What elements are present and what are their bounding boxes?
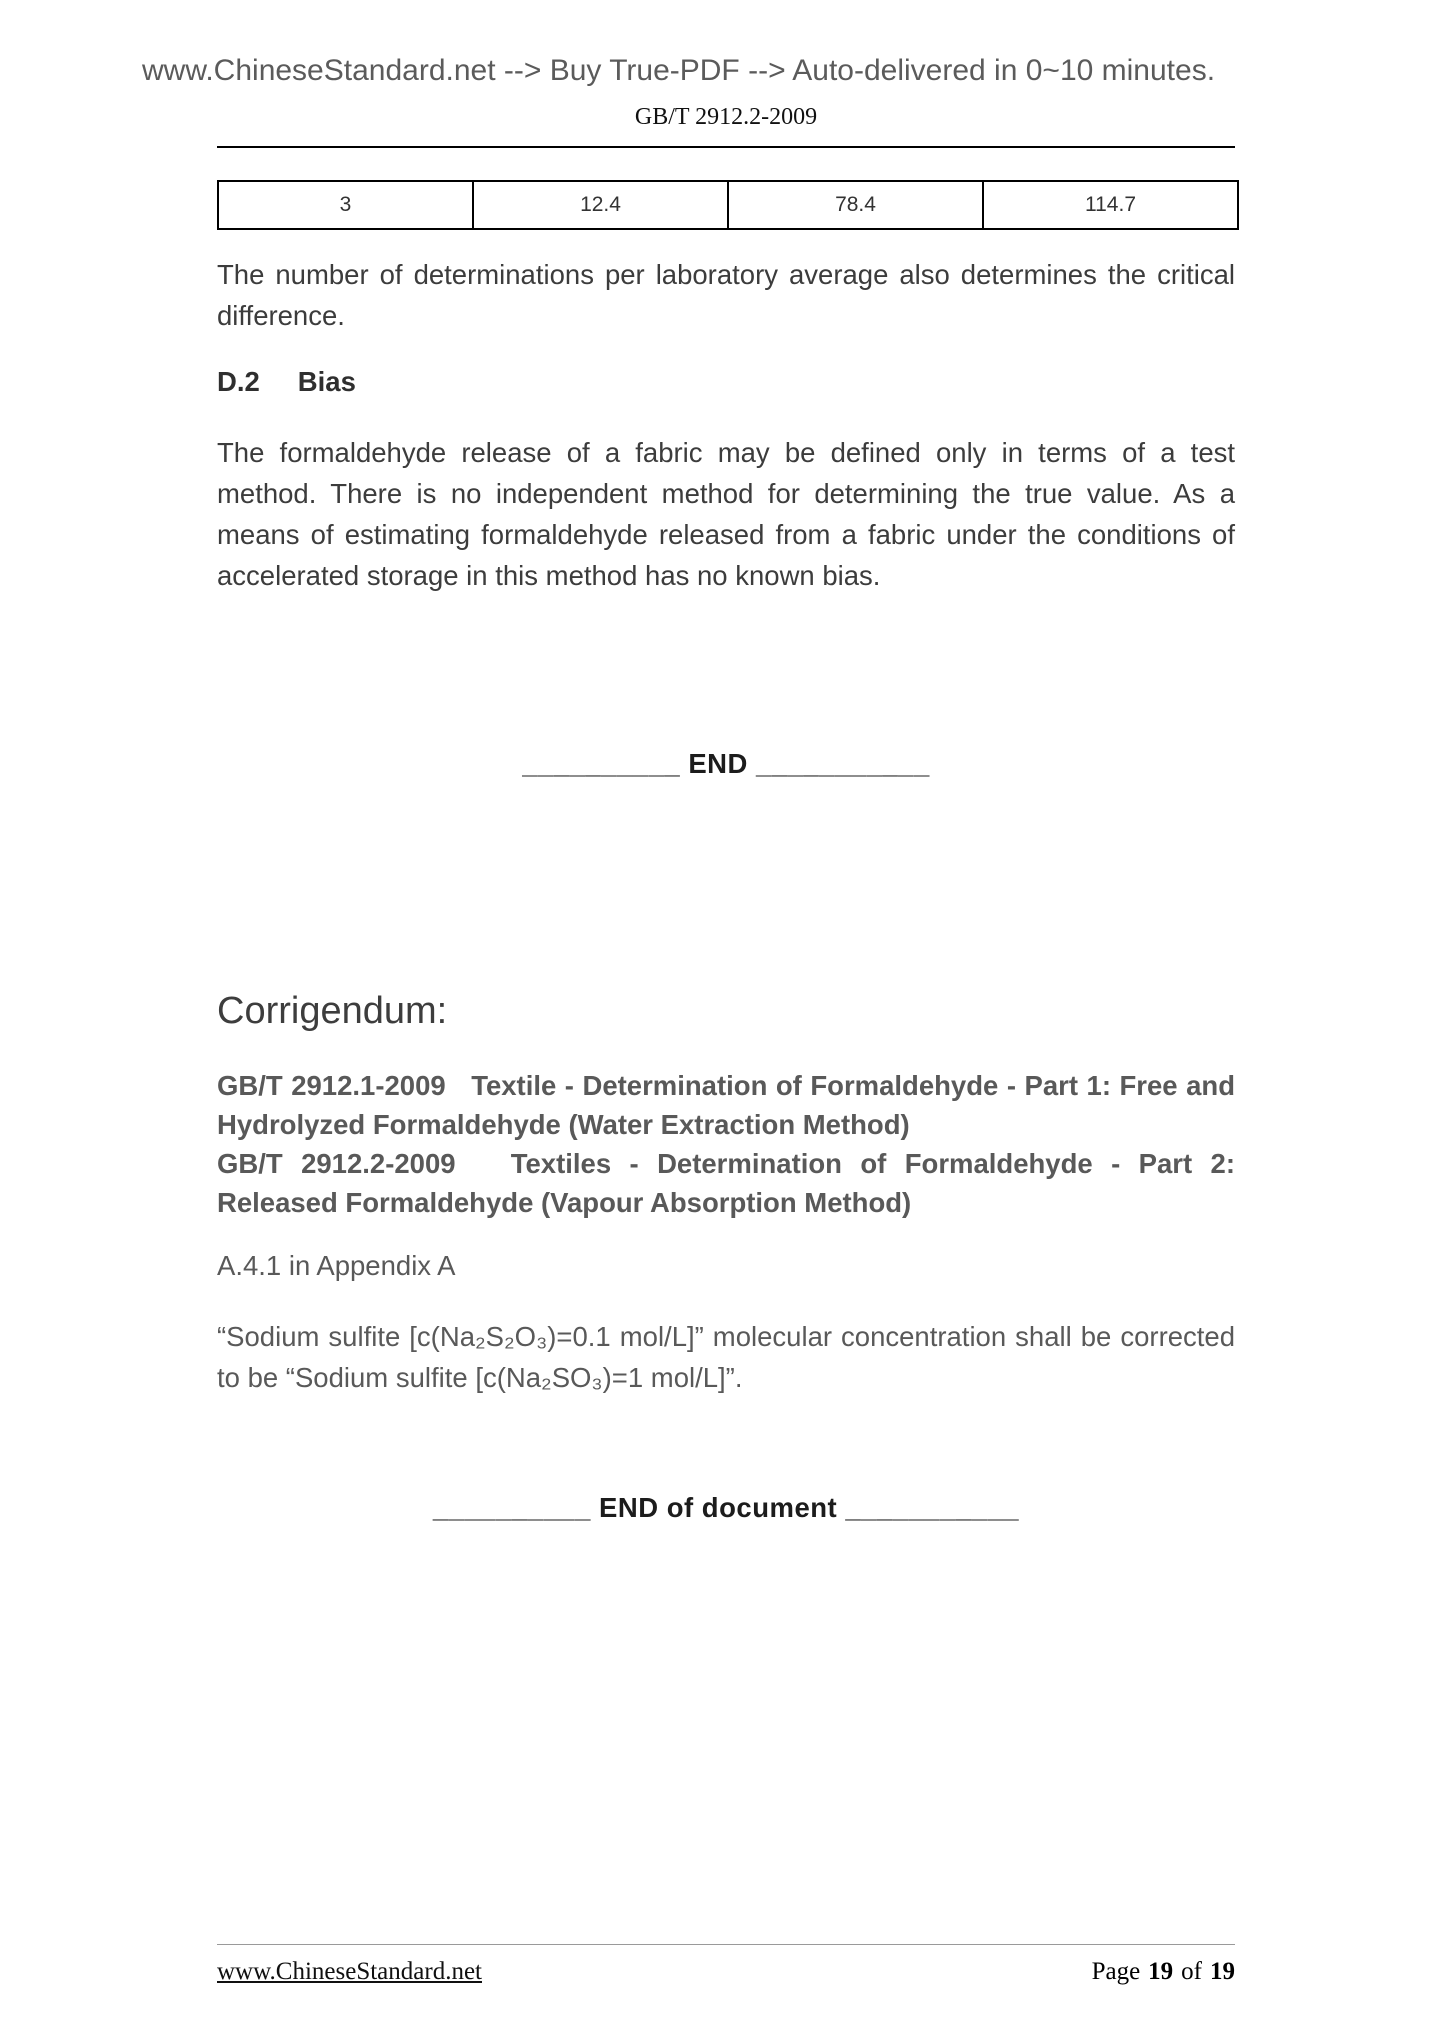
corrigendum-item-2: GB/T 2912.2-2009 Textiles - Determination of Formaldehyde - Part 2: Released Formaldehyde (Vapour Absorption Method) [217,1148,1235,1218]
table-cell: 114.7 [1085,193,1136,216]
footer-divider [217,1944,1235,1945]
page-current: 19 [1148,1958,1174,1985]
paragraph-critical-difference: The number of determinations per laboratory average also determines the critical difference. [217,259,1235,331]
page-total: 19 [1210,1958,1235,1985]
page-footer [217,1958,1235,1986]
table-cell: 78.4 [729,182,984,228]
corrigendum-title: Corrigendum: [217,990,448,1032]
appendix-reference: A.4.1 in Appendix A [217,1250,456,1281]
table-cell: 3 [219,182,474,228]
of-word: of [1181,1958,1202,1985]
section-number: D.2 [217,366,260,397]
corrigendum-item-1: GB/T 2912.1-2009 Textile - Determination of Formaldehyde - Part 1: Free and Hydrolyzed Formaldehyde (Water Extraction Method) [217,1070,1235,1140]
correction-text: “Sodium sulfite [c(Na₂S₂O₃)=0.1 mol/L]” molecular concentration shall be corrected to be “Sodium sulfite [c(Na₂SO₃)=1 mol/L]”. [217,1321,1235,1393]
end-of-document-marker: __________ END of document ___________ [432,1492,1020,1523]
end-marker: __________ END ___________ [522,748,930,779]
corrigendum-items [217,1066,1235,1222]
page-number [1092,1958,1235,1986]
section-heading-d2 [217,366,1235,398]
data-table [217,180,1239,230]
header-divider [217,146,1235,148]
page-word: Page [1091,1958,1141,1985]
header-promo-text: www.ChineseStandard.net --> Buy True-PDF --> Auto-delivered in 0~10 minutes. [142,54,1216,87]
section-title: Bias [297,366,356,397]
document-code: GB/T 2912.2-2009 [634,104,818,130]
footer-site-link[interactable]: www.ChineseStandard.net [217,1958,482,1985]
paragraph-bias: The formaldehyde release of a fabric may be defined only in terms of a test method. There is no independent method for determining the true value. As a means of estimating formaldehyde released from a fabric under the conditions of accelerated storage in this method has no known bias. [217,437,1235,591]
table-cell: 12.4 [474,182,729,228]
